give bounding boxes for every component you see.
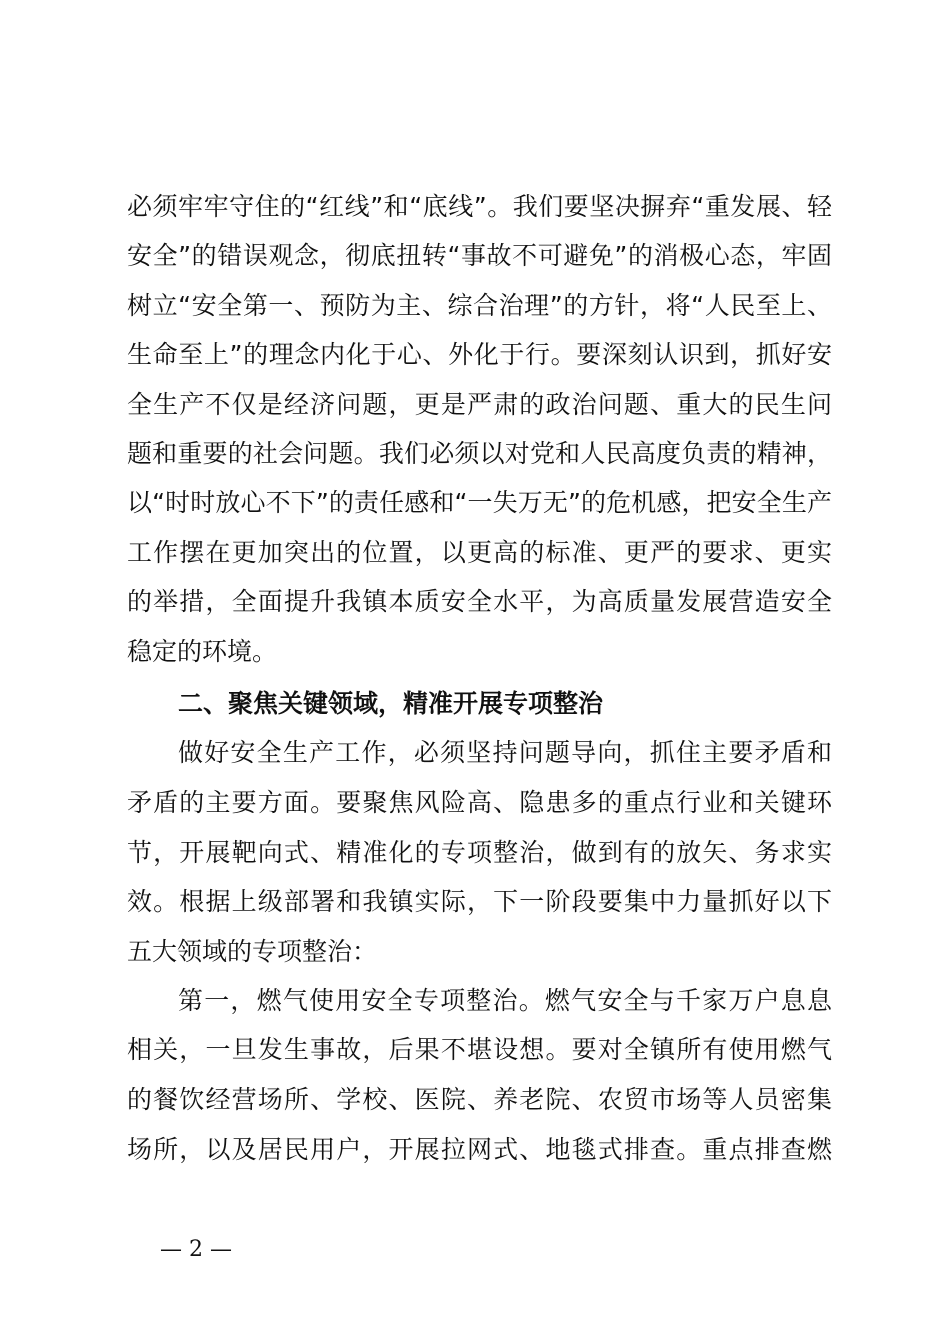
text-line: 必须牢牢守住的“红线”和“底线”。我们要坚决摒弃“重发展、轻 xyxy=(127,192,832,221)
text-line: 相关，一旦发生事故，后果不堪设想。要对全镇所有使用燃气 xyxy=(127,1035,832,1064)
text-line: 树立“安全第一、预防为主、综合治理”的方针，将“人民至上、 xyxy=(127,291,832,320)
text-line: 场所，以及居民用户，开展拉网式、地毯式排查。重点排查燃 xyxy=(127,1135,832,1164)
text-line: 题和重要的社会问题。我们必须以对党和人民高度负责的精神， xyxy=(127,439,832,468)
text-line: 工作摆在更加突出的位置，以更高的标准、更严的要求、更实 xyxy=(127,538,832,567)
text-line: 节，开展靶向式、精准化的专项整治，做到有的放矢、务求实 xyxy=(127,838,832,867)
page-number: — 2 — xyxy=(160,1237,232,1262)
text-line: 以“时时放心不下”的责任感和“一失万无”的危机感，把安全生产 xyxy=(127,488,832,517)
text-line: 做好安全生产工作，必须坚持问题导向，抓住主要矛盾和 xyxy=(178,738,832,767)
text-line: 第一，燃气使用安全专项整治。燃气安全与千家万户息息 xyxy=(178,986,832,1015)
text-line: 矛盾的主要方面。要聚焦风险高、隐患多的重点行业和关键环 xyxy=(127,788,832,817)
text-line: 五大领域的专项整治： xyxy=(127,937,378,966)
text-line: 的餐饮经营场所、学校、医院、养老院、农贸市场等人员密集 xyxy=(127,1085,832,1114)
section-heading: 二、聚焦关键领域，精准开展专项整治 xyxy=(178,689,604,718)
text-line: 稳定的环境。 xyxy=(127,637,278,666)
text-line: 的举措，全面提升我镇本质安全水平，为高质量发展营造安全 xyxy=(127,587,832,616)
text-line: 生命至上”的理念内化于心、外化于行。要深刻认识到，抓好安 xyxy=(127,340,832,369)
text-line: 全生产不仅是经济问题，更是严肃的政治问题、重大的民生问 xyxy=(127,390,832,419)
text-line: 安全”的错误观念，彻底扭转“事故不可避免”的消极心态，牢固 xyxy=(127,241,832,270)
text-line: 效。根据上级部署和我镇实际，下一阶段要集中力量抓好以下 xyxy=(127,887,832,916)
